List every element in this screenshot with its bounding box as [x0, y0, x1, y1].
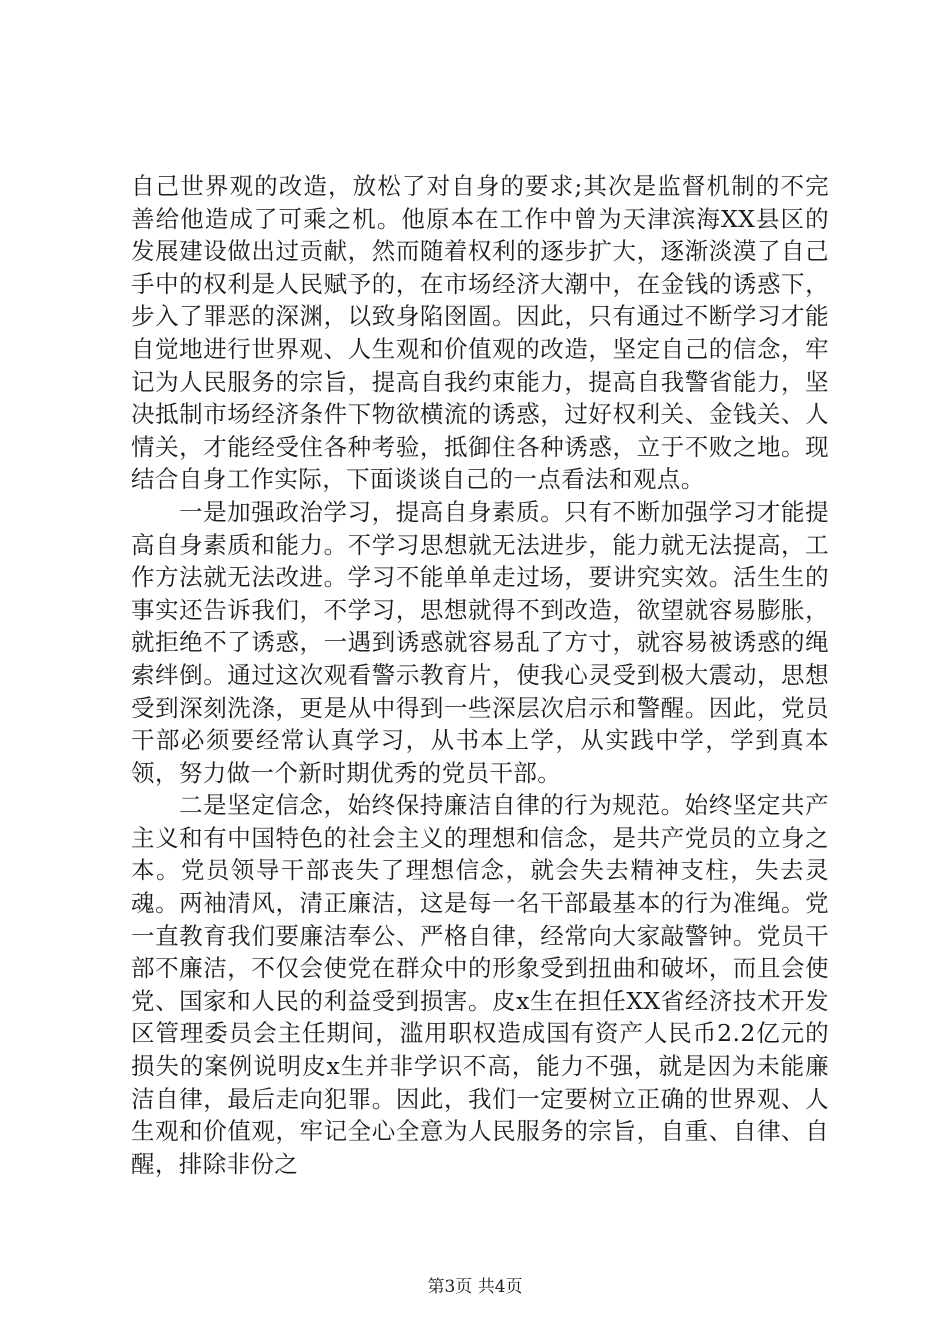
- paragraph-firm-belief: 二是坚定信念，始终保持廉洁自律的行为规范。始终坚定共产主义和有中国特色的社会主义的理想和信念，是共产党员的立身之本。党员领导干部丧失了理想信念，就会失去精神支柱，失去灵魂。两袖清风，清正廉洁，这是每一名干部最基本的行为准绳。党一直教育我们要廉洁奉公、严格自律，经常向大家敲警钟。党员干部不廉洁，不仅会使党在群众中的形象受到扭曲和破坏，而且会使党、国家和人民的利益受到损害。皮x生在担任XX省经济技术开发区管理委员会主任期间，滥用职权造成国有资产人民币2.2亿元的损失的案例说明皮x生并非学识不高，能力不强，就是因为未能廉洁自律，最后走向犯罪。因此，我们一定要树立正确的世界观、人生观和价值观，牢记全心全意为人民服务的宗旨，自重、自律、自醒，排除非份之: [131, 791, 829, 1178]
- document-body: [131, 170, 829, 1180]
- paragraph-political-study: 一是加强政治学习，提高自身素质。只有不断加强学习才能提高自身素质和能力。不学习思想就无法进步，能力就无法提高，工作方法就无法改进。学习不能单单走过场，要讲究实效。活生生的事实还告诉我们，不学习，思想就得不到改造，欲望就容易膨胀，就拒绝不了诱惑，一遇到诱惑就容易乱了方寸，就容易被诱惑的绳索绊倒。通过这次观看警示教育片，使我心灵受到极大震动，思想受到深刻洗涤，更是从中得到一些深层次启示和警醒。因此，党员干部必须要经常认真学习，从书本上学，从实践中学，学到真本领，努力做一个新时期优秀的党员干部。: [131, 497, 829, 787]
- page-number-label: 第3页 共4页: [427, 1277, 523, 1297]
- page-footer: [0, 1272, 950, 1297]
- paragraph-continuation: 自己世界观的改造，放松了对自身的要求;其次是监督机制的不完善给他造成了可乘之机。他原本在工作中曾为天津滨海XX县区的发展建设做出过贡献，然而随着权利的逐步扩大，逐渐淡漠了自己手中的权利是人民赋予的，在市场经济大潮中，在金钱的诱惑下，步入了罪恶的深渊，以致身陷囹圄。因此，只有通过不断学习才能自觉地进行世界观、人生观和价值观的改造，坚定自己的信念，牢记为人民服务的宗旨，提高自我约束能力，提高自我警省能力，坚决抵制市场经济条件下物欲横流的诱惑，过好权利关、金钱关、人情关，才能经受住各种考验，抵御住各种诱惑，立于不败之地。现结合自身工作实际，下面谈谈自己的一点看法和观点。: [131, 172, 829, 494]
